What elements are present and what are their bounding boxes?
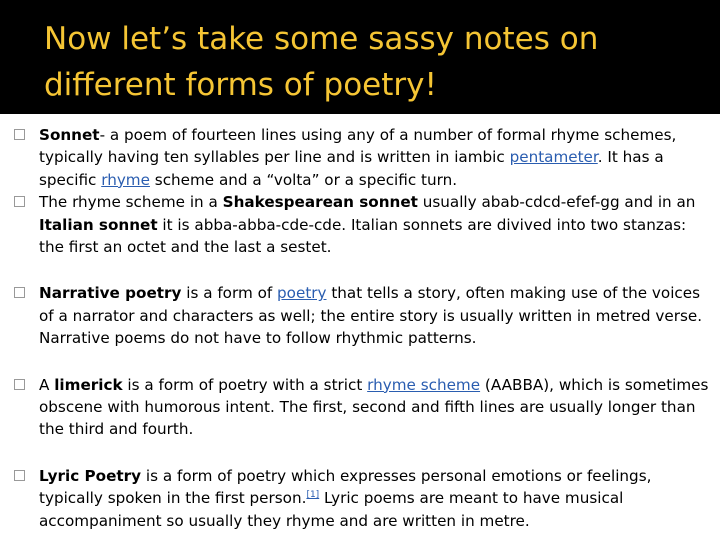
bullet-box-icon [14, 287, 25, 298]
text-run: is a form of poetry which expresses personal emotions or feelings, typically spoken in the first person. [39, 466, 652, 508]
bullet-text [39, 467, 651, 530]
text-run: Lyric poems are meant to have musical accompaniment so usually they rhyme and are written in metre. [39, 489, 624, 530]
bullet-box-icon [14, 379, 25, 390]
bullet-box-icon [14, 196, 25, 207]
text-run: (AABBA), which is sometimes obscene with humorous intent. The first, second and fifth lines are usually longer than the third and fourth. [39, 375, 709, 439]
bullet-text [39, 376, 708, 439]
text-run: . It has a specific [39, 148, 664, 189]
text-run: The rhyme scheme in a [39, 193, 223, 212]
bullet-item-narrative [14, 282, 710, 349]
text-run: A [39, 375, 55, 394]
text-run: scheme and a “volta” or a specific turn. [149, 170, 458, 189]
inline-link[interactable]: [1] [306, 490, 320, 501]
text-run: - a poem of fourteen lines using any of a number of formal rhyme schemes, typically having ten syllables per line and is written in iambic [39, 126, 677, 167]
inline-link[interactable]: poetry [277, 284, 327, 303]
bold-term: limerick [54, 375, 123, 394]
text-run: that tells a story, often making use of the voices of a narrator and characters as well; the entire story is usually written in metred verse. Narrative poems do not have to follow rhythmic patterns. [39, 284, 703, 348]
text-run: is a form of poetry with a strict [122, 375, 368, 394]
bold-term: Narrative poetry [39, 284, 182, 303]
bullet-item-sonnet-rhyme [14, 191, 710, 258]
inline-link[interactable]: pentameter [509, 148, 598, 167]
bullet-box-icon [14, 129, 25, 140]
text-run: it is abba-abba-cde-cde. Italian sonnets are divived into two stanzas: the first an octet and the last a sestet. [39, 215, 687, 257]
bullet-text [39, 126, 676, 189]
bold-term: Shakespearean sonnet [222, 193, 418, 212]
bold-term: Italian sonnet [39, 215, 158, 234]
bold-term: Lyric Poetry [39, 466, 142, 485]
bullet-item-lyric [14, 465, 710, 532]
bullet-text [39, 284, 702, 347]
bullet-list [14, 124, 710, 532]
slide-title: Now let’s take some sassy notes on different forms of poetry! [44, 21, 599, 103]
inline-link[interactable]: rhyme scheme [367, 375, 481, 394]
footnote-ref [306, 490, 319, 500]
text-run: usually abab-cdcd-efef-gg and in an [417, 193, 696, 212]
bullet-item-sonnet [14, 124, 710, 191]
bullet-box-icon [14, 470, 25, 481]
text-run: is a form of [181, 284, 278, 303]
inline-link[interactable]: rhyme [101, 170, 150, 189]
bullet-item-limerick [14, 374, 710, 441]
bullet-text [39, 193, 695, 256]
bold-term: Sonnet [39, 126, 100, 144]
